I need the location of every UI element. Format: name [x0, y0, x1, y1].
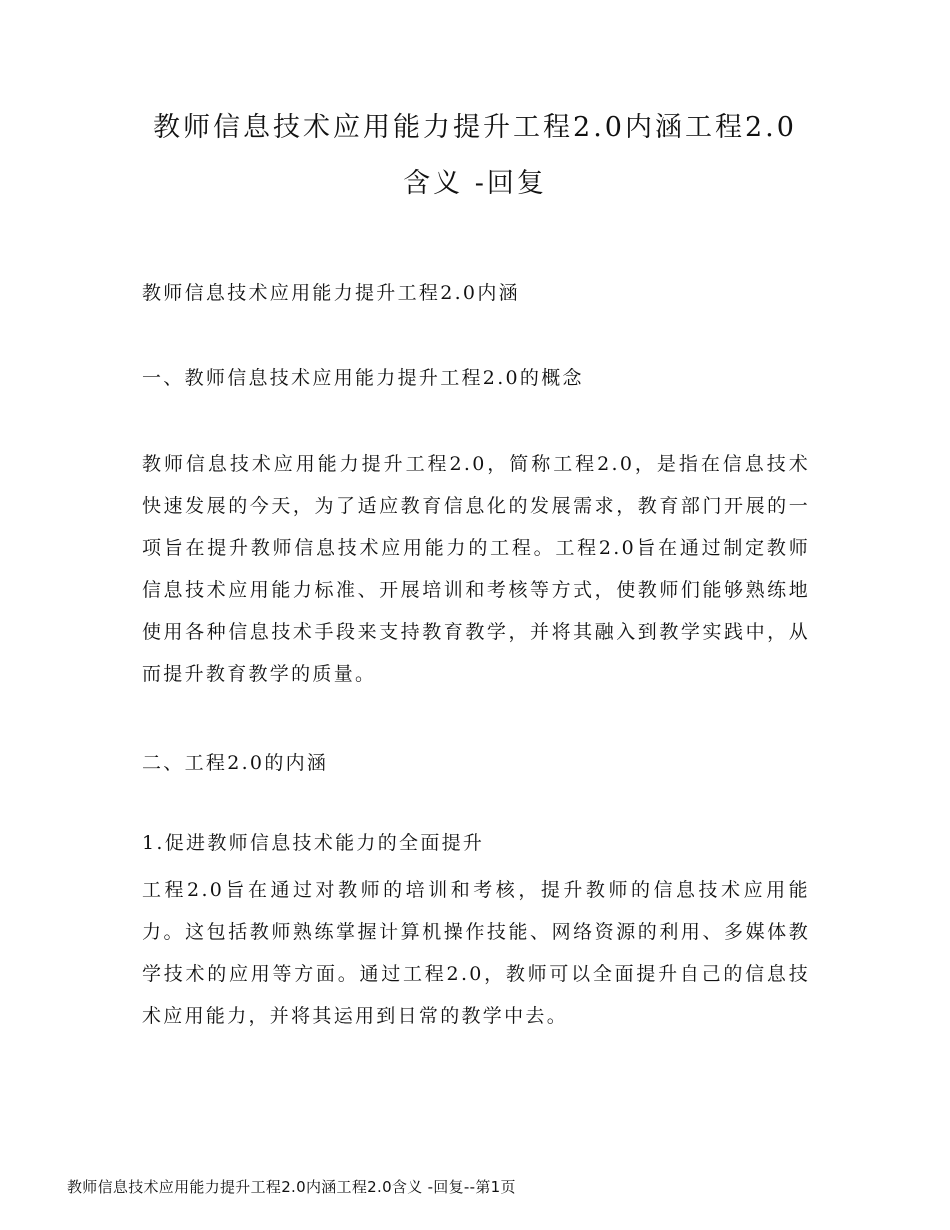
intro-heading: 教师信息技术应用能力提升工程2.0内涵 [142, 282, 520, 304]
item-1-title: 1.促进教师信息技术能力的全面提升 [142, 832, 485, 854]
section-1-body: 教师信息技术应用能力提升工程2.0，简称工程2.0，是指在信息技术快速发展的今天，为了适应教育信息化的发展需求，教育部门开展的一项旨在提升教师信息技术应用能力的工程。工程2.0旨在通过制定教师信息技术应用能力标准、开展培训和考核等方式，使教师们能够熟练地使用各种信息技术手段来支持教育教学，并将其融入到教学实践中，从而提升教育教学的质量。 [142, 453, 810, 685]
section-1-title: 一、教师信息技术应用能力提升工程2.0的概念 [142, 367, 584, 389]
item-1-body: 工程2.0旨在通过对教师的培训和考核，提升教师的信息技术应用能力。这包括教师熟练掌握计算机操作技能、网络资源的利用、多媒体教学技术的应用等方面。通过工程2.0，教师可以全面提升自己的信息技术应用能力，并将其运用到日常的教学中去。 [142, 879, 810, 1027]
page-footer: 教师信息技术应用能力提升工程2.0内涵工程2.0含义 -回复--第1页 [67, 1178, 516, 1196]
document-title: 教师信息技术应用能力提升工程2.0内涵工程2.0含义 -回复 [153, 112, 797, 199]
section-2-title: 二、工程2.0的内涵 [142, 752, 329, 774]
